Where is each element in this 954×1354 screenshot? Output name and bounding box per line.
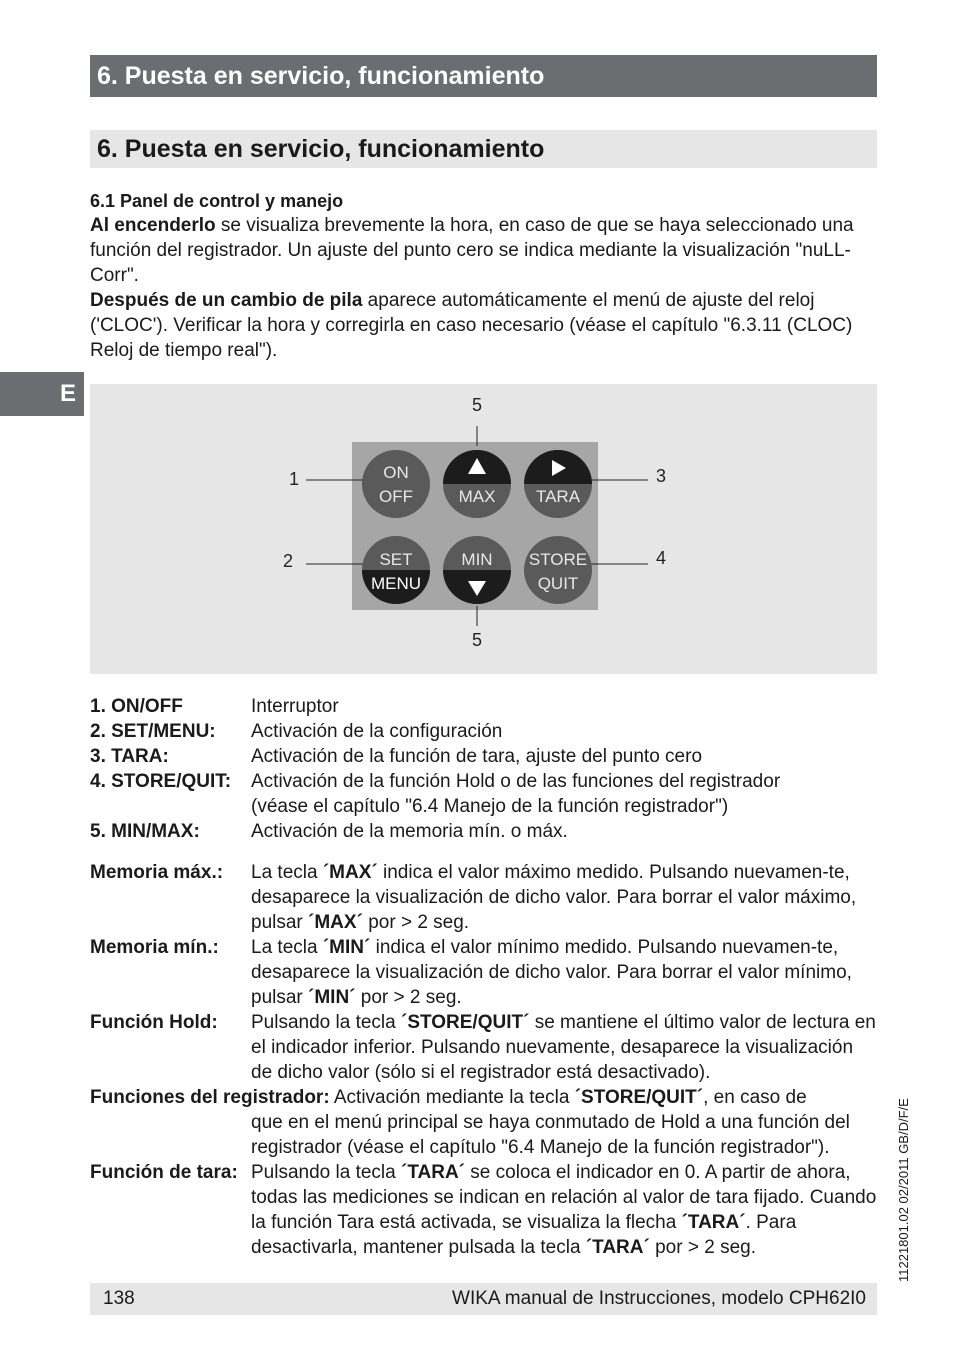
max-key-1: ´MAX´	[322, 862, 378, 883]
callout-1: 1	[289, 469, 300, 489]
max-button[interactable]	[443, 450, 511, 518]
intro-bold-1: Al encenderlo	[90, 215, 216, 236]
min-key-1: ´MIN´	[322, 937, 371, 958]
funcion-tara-text	[251, 1160, 881, 1260]
legend-label-5: 5. MIN/MAX:	[90, 821, 200, 842]
intro-text-1: se visualiza brevemente la hora, en caso de que se haya seleccionado una función del registrador. Un ajuste del punto cero se indica mediante la visualización "nuLL-Corr".	[90, 215, 854, 286]
callout-3: 3	[656, 466, 667, 486]
hold-text-2: se mantiene el último valor de lectura en el indicador inferior. Pulsando nuevamente, desaparece la visualización de dicho valor (sólo si el registrador está desactivado).	[251, 1012, 876, 1083]
tara-text-1: Pulsando la tecla	[251, 1162, 401, 1183]
legend-value-5: Activación de la memoria mín. o máx.	[251, 821, 568, 842]
callout-2: 2	[283, 551, 294, 571]
on-off-top: ON	[383, 463, 409, 482]
legend-value-3: Activación de la función de tara, ajuste del punto cero	[251, 746, 703, 767]
memoria-max-text	[251, 860, 871, 935]
memoria-min-text	[251, 935, 871, 1010]
callout-5-bottom: 5	[472, 630, 483, 650]
legend-label-2: 2. SET/MENU:	[90, 721, 216, 742]
tara-key-1: ´TARA´	[401, 1162, 466, 1183]
legend-value-1: Interruptor	[251, 696, 339, 717]
legend-value-2: Activación de la configuración	[251, 721, 503, 742]
callout-5-top: 5	[472, 395, 483, 415]
registrador-first-line	[90, 1085, 880, 1110]
tara-label: TARA	[535, 487, 581, 506]
store-quit-button[interactable]	[524, 536, 592, 604]
intro-bold-2: Después de un cambio de pila	[90, 290, 363, 311]
function-descriptions	[90, 860, 880, 1260]
hold-key: ´STORE/QUIT´	[401, 1012, 530, 1033]
funcion-hold-text	[251, 1010, 876, 1085]
legend-label-4: 4. STORE/QUIT:	[90, 771, 232, 792]
set-label: SET	[379, 550, 413, 569]
funcion-hold-label: Función Hold:	[90, 1012, 218, 1033]
key-legend	[90, 694, 880, 844]
callout-4: 4	[656, 548, 667, 568]
tara-button[interactable]	[524, 450, 592, 518]
max-label: MAX	[458, 487, 496, 506]
registrador-rest: que en el menú principal se haya conmutado de Hold a una función del registrador (véase el capítulo "6.4 Manejo de la función registrador").	[251, 1112, 850, 1158]
legend-label-3: 3. TARA:	[90, 746, 169, 767]
tara-key-3: ´TARA´	[585, 1237, 650, 1258]
max-text-1: La tecla	[251, 862, 323, 883]
page-header: 6. Puesta en servicio, funcionamiento	[90, 55, 877, 97]
page-number: 138	[103, 1288, 135, 1309]
tara-text-3: . Para desactivarla, mantener pulsada la tecla	[251, 1212, 797, 1258]
registrador-label: Funciones del registrador:	[90, 1087, 330, 1108]
document-id: 11221801.02 02/2011 GB/D/F/E	[896, 1098, 911, 1282]
funciones-registrador-item	[90, 1085, 880, 1160]
on-off-button[interactable]	[362, 450, 430, 518]
legend-label-1: 1. ON/OFF	[90, 696, 183, 717]
min-text-3: por > 2 seg.	[355, 987, 462, 1008]
legend-value-4: Activación de la función Hold o de las funciones del registrador (véase el capítulo "6.4 Manejo de la función registrador")	[251, 771, 781, 817]
intro-paragraph-2	[90, 288, 880, 363]
tara-key-2: ´TARA´	[681, 1212, 746, 1233]
quit-label: QUIT	[537, 574, 579, 593]
keypad-figure	[90, 384, 877, 674]
intro-text-2: aparece automáticamente el menú de ajuste del reloj ('CLOC'). Verificar la hora y corregirla en caso necesario (véase el capítulo "6.3.11 (CLOC) Reloj de tiempo real").	[90, 290, 853, 361]
language-tab: E	[0, 372, 84, 416]
hold-text-1: Pulsando la tecla	[251, 1012, 401, 1033]
max-text-3: por > 2 seg.	[362, 912, 470, 933]
section-title: 6. Puesta en servicio, funcionamiento	[90, 130, 877, 168]
registrador-text-2: , en caso de	[703, 1087, 807, 1108]
subsection-title: 6.1 Panel de control y manejo	[90, 191, 344, 211]
min-key-2: ´MIN´	[308, 987, 356, 1008]
min-label: MIN	[461, 550, 493, 569]
min-button[interactable]	[443, 536, 511, 604]
footer-title: WIKA manual de Instrucciones, modelo CPH62I0	[452, 1288, 866, 1309]
min-text-1: La tecla	[251, 937, 323, 958]
registrador-key: ´STORE/QUIT´	[574, 1087, 704, 1108]
memoria-min-label: Memoria mín.:	[90, 937, 219, 958]
funcion-tara-label: Función de tara:	[90, 1162, 238, 1183]
min-text-2: indica el valor mínimo medido. Pulsando nuevamen-te, desaparece la visualización de dicho valor. Para borrar el valor mínimo, pulsar	[251, 937, 852, 1008]
set-menu-button[interactable]	[362, 536, 430, 604]
registrador-text-1: Activación mediante la tecla	[329, 1087, 575, 1108]
max-text-2: indica el valor máximo medido. Pulsando nuevamen-te, desaparece la visualización de dicho valor. Para borrar el valor máximo, pulsar	[251, 862, 857, 933]
memoria-max-label: Memoria máx.:	[90, 862, 224, 883]
page-footer	[90, 1283, 877, 1315]
tara-text-4: por > 2 seg.	[649, 1237, 756, 1258]
on-off-bottom: OFF	[379, 487, 413, 506]
store-label: STORE	[528, 550, 588, 569]
max-key-2: ´MAX´	[308, 912, 363, 933]
keypad-diagram	[90, 384, 877, 674]
tara-text-2: se coloca el indicador en 0. A partir de ahora, todas las mediciones se indican en relación al valor de tara fijado. Cuando la función Tara está activada, se visualiza la flecha	[251, 1162, 877, 1233]
menu-label: MENU	[370, 574, 422, 593]
intro-paragraph-1	[90, 213, 880, 288]
